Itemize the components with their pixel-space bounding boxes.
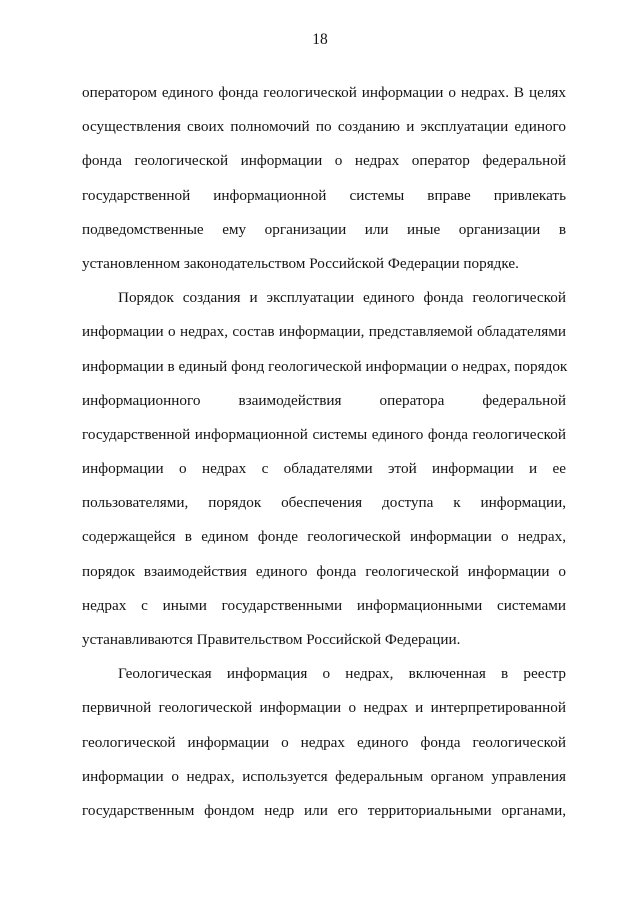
text-line: государственной информационной системы вправе привлекать xyxy=(82,186,566,204)
text-line: государственной информационной системы единого фонда геологической xyxy=(82,425,566,443)
text-line: пользователями, порядок обеспечения доступа к информации, xyxy=(82,494,566,512)
text-line: первичной геологической информации о недрах и интерпретированной xyxy=(82,699,566,717)
text-line: государственным фондом недр или его территориальными органами, xyxy=(82,801,566,819)
text-line: установленном законодательством Российской Федерации порядке. xyxy=(82,254,519,272)
paragraph-2 xyxy=(82,281,566,657)
text-line: недрах с иными государственными информационными системами xyxy=(82,596,566,614)
page-number: 18 xyxy=(312,31,328,48)
text-line: информации в единый фонд геологической информации о недрах, порядок xyxy=(82,357,568,375)
text-line: информации о недрах с обладателями этой информации и ее xyxy=(82,460,566,478)
text-line: геологической информации о недрах единого фонда геологической xyxy=(82,733,566,751)
text-line: осуществления своих полномочий по созданию и эксплуатации единого xyxy=(82,118,566,136)
paragraph-1 xyxy=(82,76,566,281)
text-line: содержащейся в едином фонде геологической информации о недрах, xyxy=(82,528,566,546)
text-line: Порядок создания и эксплуатации единого фонда геологической xyxy=(118,289,566,307)
paragraph-3 xyxy=(82,657,566,828)
text-line: Геологическая информация о недрах, включенная в реестр xyxy=(118,665,566,683)
text-line: подведомственные ему организации или иные организации в xyxy=(82,220,566,238)
document-body xyxy=(82,76,566,828)
text-line: оператором единого фонда геологической информации о недрах. В целях xyxy=(82,84,566,101)
text-line: информационного взаимодействия оператора федеральной xyxy=(82,391,566,409)
text-line: информации о недрах, используется федеральным органом управления xyxy=(82,767,566,785)
text-line: фонда геологической информации о недрах оператор федеральной xyxy=(82,152,566,170)
text-line: устанавливаются Правительством Российской Федерации. xyxy=(82,631,461,648)
text-line: информации о недрах, состав информации, представляемой обладателями xyxy=(82,323,566,341)
text-line: порядок взаимодействия единого фонда геологической информации о xyxy=(82,562,566,580)
